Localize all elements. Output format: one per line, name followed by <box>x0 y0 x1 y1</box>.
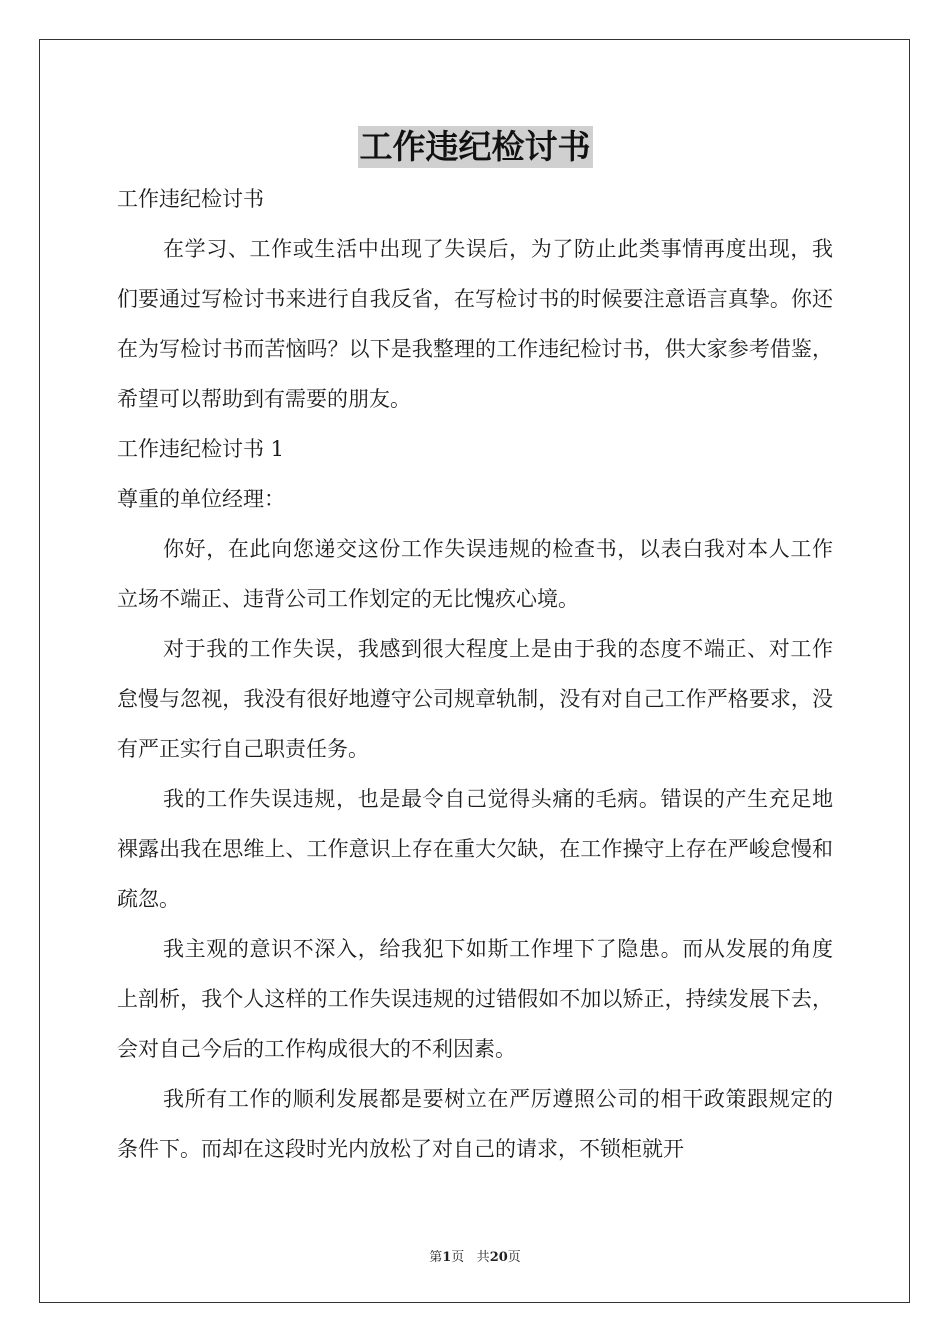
total-prefix: 共 <box>476 1250 490 1265</box>
paragraph-intro: 在学习、工作或生活中出现了失误后，为了防止此类事情再度出现，我们要通过写检讨书来进行自我反省，在写检讨书的时候要注意语言真挚。你还在为写检讨书而苦恼吗？以下是我整理的工作违纪检讨书，供大家参考借鉴，希望可以帮助到有需要的朋友。 <box>117 237 833 411</box>
paragraph-body-5: 我所有工作的顺利发展都是要树立在严厉遵照公司的相干政策跟规定的条件下。而却在这段时光内放松了对自己的请求，不锁柜就开 <box>117 1087 833 1161</box>
paragraph-section-heading: 工作违纪检讨书 1 <box>117 437 285 461</box>
title-area <box>0 126 950 168</box>
paragraph-salutation: 尊重的单位经理： <box>117 487 285 511</box>
paragraph-body-2: 对于我的工作失误，我感到很大程度上是由于我的态度不端正、对工作怠慢与忽视，我没有很好地遵守公司规章轨制，没有对自己工作严格要求，没有严正实行自己职责任务。 <box>117 637 833 761</box>
paragraph-subtitle: 工作违纪检讨书 <box>117 187 264 211</box>
page-footer <box>0 1246 950 1265</box>
page-prefix: 第 <box>429 1250 443 1265</box>
page-unit: 页 <box>451 1250 465 1265</box>
paragraph-body-3: 我的工作失误违规，也是最令自己觉得头痛的毛病。错误的产生充足地裸露出我在思维上、工作意识上存在重大欠缺，在工作操守上存在严峻怠慢和疏忽。 <box>117 787 833 911</box>
paragraph-body-1: 你好，在此向您递交这份工作失误违规的检查书，以表白我对本人工作立场不端正、违背公司工作划定的无比愧疚心境。 <box>117 537 833 611</box>
paragraph-body-4: 我主观的意识不深入，给我犯下如斯工作埋下了隐患。而从发展的角度上剖析，我个人这样的工作失误违规的过错假如不加以矫正，持续发展下去，会对自己今后的工作构成很大的不利因素。 <box>117 937 833 1061</box>
page-number: 1 <box>442 1250 452 1265</box>
total-pages: 20 <box>489 1250 508 1265</box>
total-unit: 页 <box>507 1250 521 1265</box>
document-body <box>117 174 833 1174</box>
document-title: 工作违纪检讨书 <box>359 127 591 166</box>
